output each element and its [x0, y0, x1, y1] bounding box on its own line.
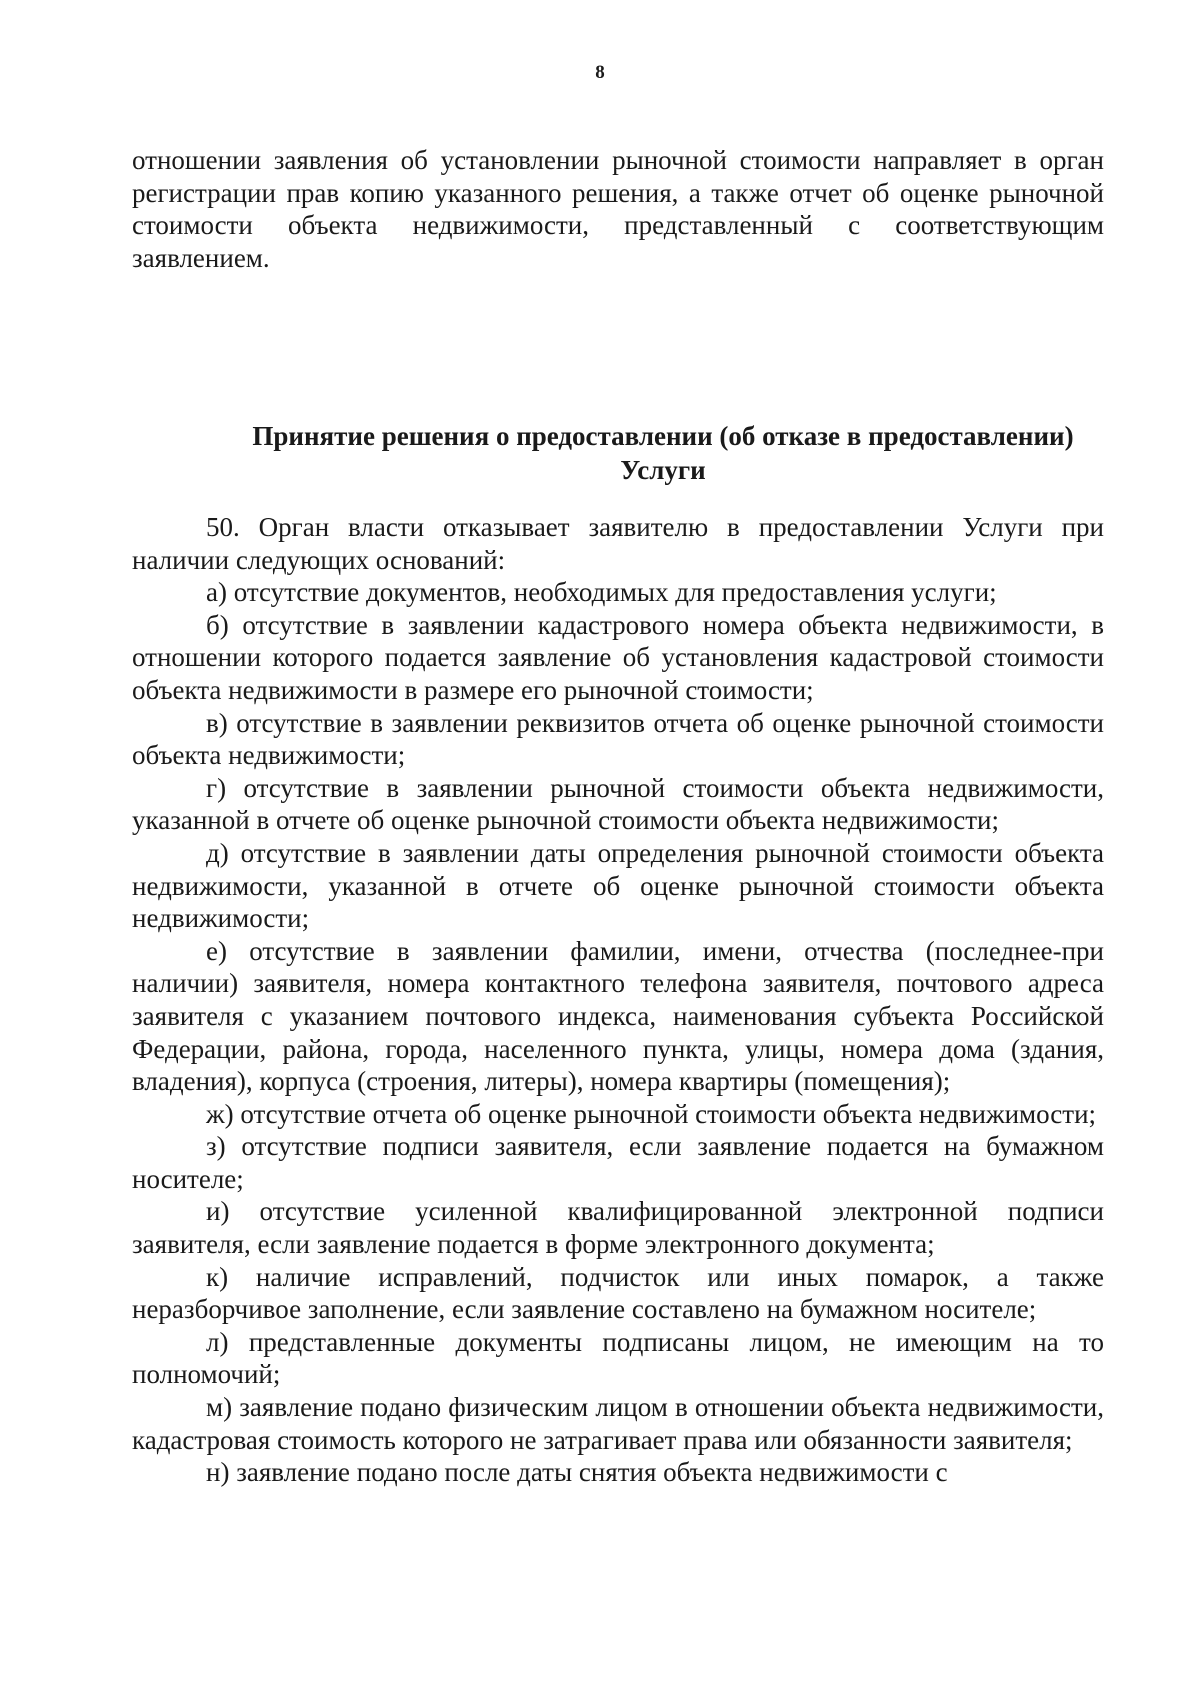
page-number: 8 [595, 62, 605, 83]
paragraph-50-intro: 50. Орган власти отказывает заявителю в предоставлении Услуги при наличии следующих оснований: [132, 512, 1104, 575]
ground-item-zh: ж) отсутствие отчета об оценке рыночной стоимости объекта недвижимости; [206, 1098, 1097, 1129]
ground-item-k: к) наличие исправлений, подчисток или иных помарок, а также неразборчивое заполнение, если заявление составлено на бумажном носителе; [132, 1261, 1104, 1325]
ground-item-i: и) отсутствие усиленной квалифицированной электронной подписи заявителя, если заявление подается в форме электронного документа; [132, 1196, 1104, 1260]
ground-item-l: л) представленные документы подписаны лицом, не имеющим на то полномочий; [132, 1326, 1104, 1390]
ground-item-g: г) отсутствие в заявлении рыночной стоимости объекта недвижимости, указанной в отчете об оценке рыночной стоимости объекта недвижимости; [132, 772, 1104, 836]
ground-item-v: в) отсутствие в заявлении реквизитов отчета об оценке рыночной стоимости объекта недвижимости; [132, 707, 1104, 771]
section-heading [222, 419, 1104, 487]
grounds-list [132, 511, 1104, 1489]
section-heading-line-1: Принятие решения о предоставлении (об отказе в предоставлении) [252, 421, 1074, 451]
ground-item-n: н) заявление подано после даты снятия объекта недвижимости с [206, 1457, 948, 1488]
section-heading-line-2: Услуги [620, 455, 706, 485]
ground-item-z: з) отсутствие подписи заявителя, если заявление подается на бумажном носителе; [132, 1131, 1104, 1194]
ground-item-d: д) отсутствие в заявлении даты определения рыночной стоимости объекта недвижимости, указанной в отчете об оценке рыночной стоимости объекта недвижимости; [132, 837, 1104, 934]
continuation-paragraph: отношении заявления об установлении рыночной стоимости направляет в орган регистрации прав копию указанного решения, а также отчет об оценке рыночной стоимости объекта недвижимости, представленный с соответствующим заявлением. [132, 145, 1104, 273]
ground-item-m: м) заявление подано физическим лицом в отношении объекта недвижимости, кадастровая стоимость которого не затрагивает права или обязанности заявителя; [132, 1392, 1104, 1455]
ground-item-b: б) отсутствие в заявлении кадастрового номера объекта недвижимости, в отношении которого подается заявление об установления кадастровой стоимости объекта недвижимости в размере его рыночной стоимости; [132, 609, 1104, 705]
ground-item-a: а) отсутствие документов, необходимых для предоставления услуги; [206, 577, 997, 608]
continuation-block [132, 144, 1104, 274]
ground-item-e: е) отсутствие в заявлении фамилии, имени, отчества (последнее-при наличии) заявителя, номера контактного телефона заявителя, почтового адреса заявителя с указанием почтового индекса, наименования субъекта Российской Федерации, района, города, населенного пункта, улицы, номера дома (здания, владения), корпуса (строения, литеры), номера квартиры (помещения); [132, 935, 1104, 1097]
